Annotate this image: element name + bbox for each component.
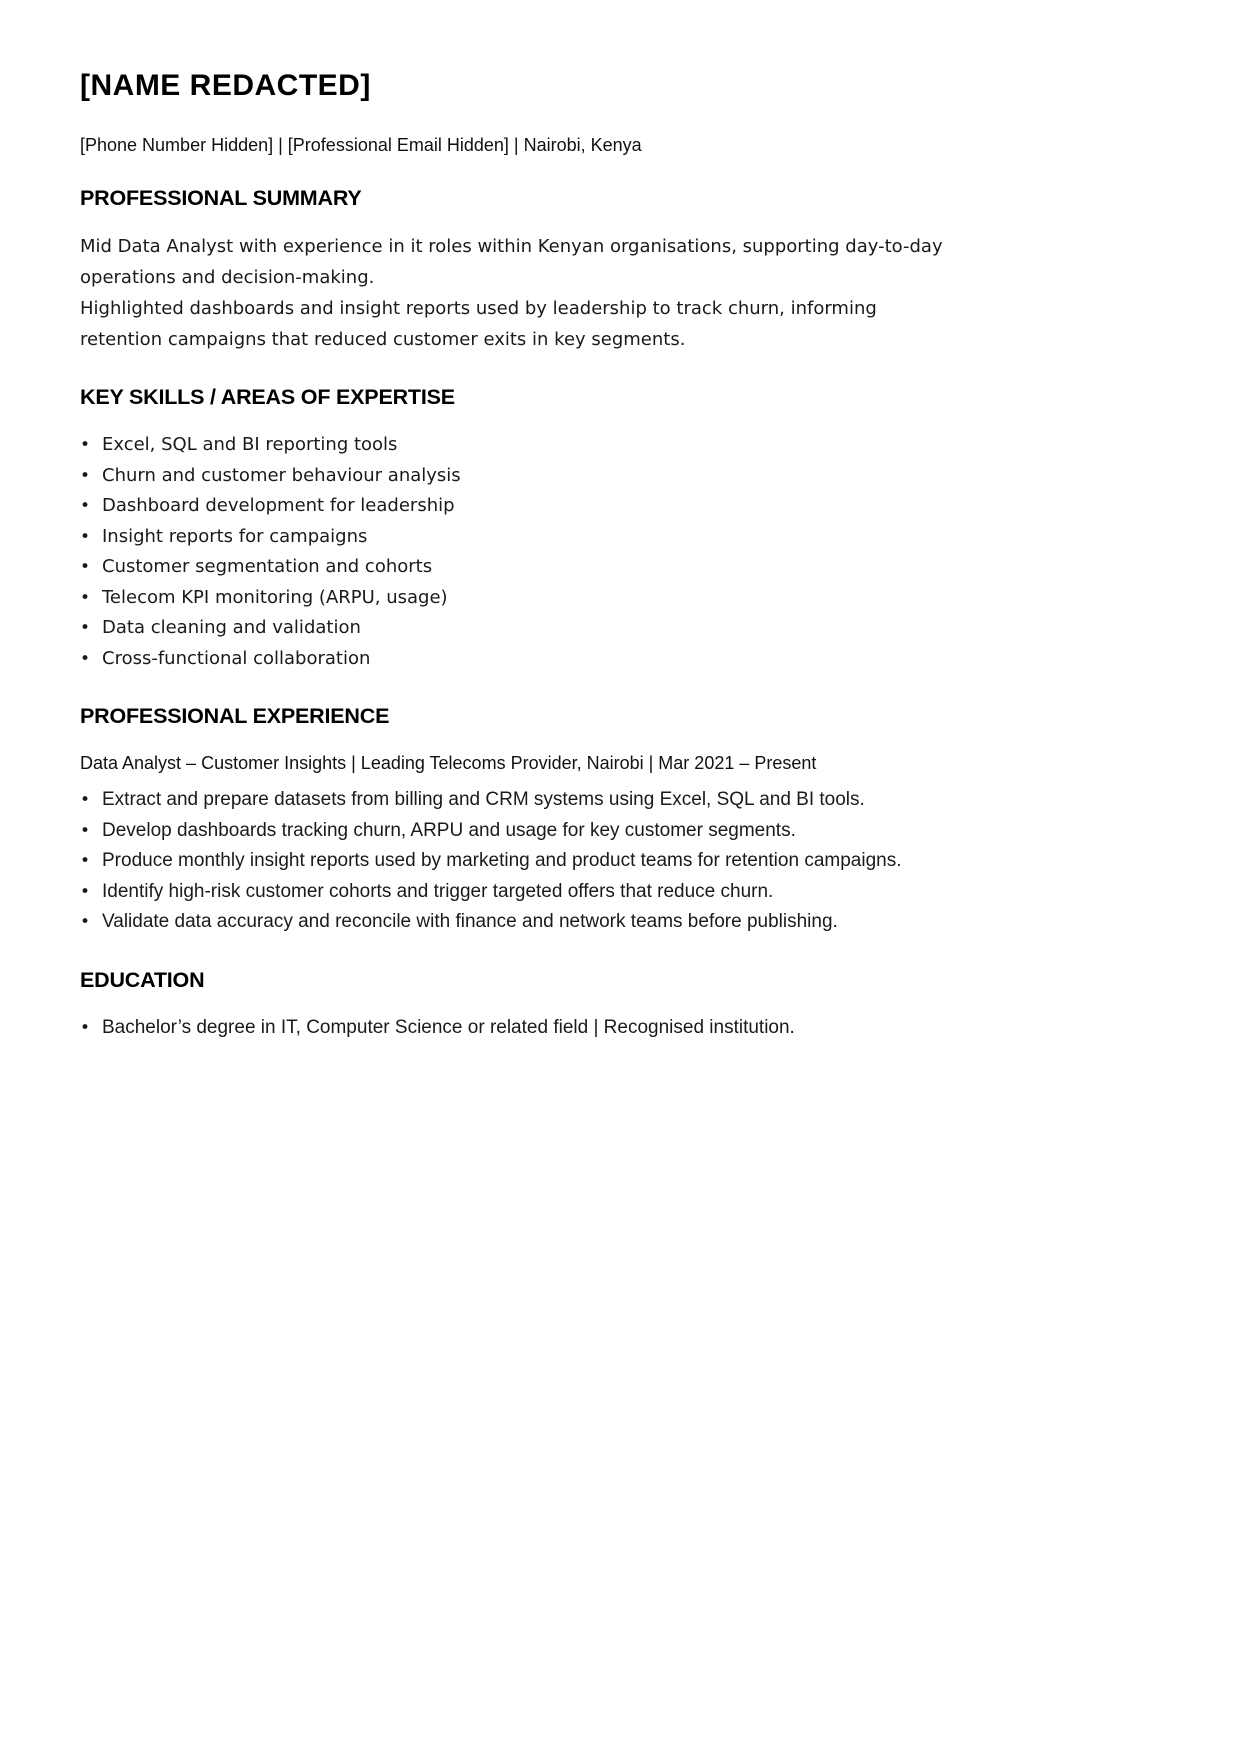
list-item: [80, 1013, 1160, 1044]
skill-item-label: Customer segmentation and cohorts: [102, 556, 433, 577]
list-item: [80, 877, 1160, 908]
skill-item-label: Telecom KPI monitoring (ARPU, usage): [102, 586, 448, 608]
bullet-marker: •: [80, 1017, 91, 1038]
section-professional-summary: [80, 185, 1160, 355]
experience-bullet-list: [80, 785, 1160, 938]
list-item: [80, 522, 1160, 553]
bullet-marker: •: [80, 618, 91, 638]
bullet-marker: •: [80, 790, 91, 810]
skills-list: [80, 430, 1160, 674]
education-heading: EDUCATION: [80, 967, 205, 992]
experience-bullet-text: Validate data accuracy and reconcile with finance and network teams before publishing.: [102, 911, 838, 932]
bullet-marker: •: [80, 851, 91, 871]
section-education: [80, 967, 1160, 1044]
bullet-marker: •: [80, 526, 91, 547]
education-item-text: Bachelor’s degree in IT, Computer Science or related field | Recognised institution.: [102, 1016, 795, 1038]
list-item: [80, 583, 1160, 614]
list-item: [80, 644, 1160, 675]
summary-text-line: Highlighted dashboards and insight reports used by leadership to track churn, informing: [80, 298, 877, 319]
education-list: [80, 1013, 1160, 1044]
skill-item-label: Churn and customer behaviour analysis: [102, 464, 461, 486]
bullet-marker: •: [80, 587, 91, 608]
bullet-marker: •: [80, 435, 91, 455]
experience-bullet-text: Extract and prepare datasets from billing and CRM systems using Excel, SQL and BI tools.: [102, 789, 865, 810]
experience-bullet-text: Develop dashboards tracking churn, ARPU and usage for key customer segments.: [102, 819, 796, 841]
bullet-marker: •: [80, 820, 91, 841]
section-key-skills: [80, 384, 1160, 674]
summary-text-line: operations and decision-making.: [80, 267, 375, 288]
bullet-marker: •: [80, 648, 91, 669]
contact-line: [Phone Number Hidden] | [Professional Email Hidden] | Nairobi, Kenya: [80, 135, 642, 155]
bullet-marker: •: [80, 496, 91, 516]
list-item: [80, 816, 1160, 847]
candidate-name: [NAME REDACTED]: [80, 69, 371, 102]
bullet-marker: •: [80, 881, 91, 902]
summary-text-line: retention campaigns that reduced customer exits in key segments.: [80, 329, 686, 350]
experience-role-line: Data Analyst – Customer Insights | Leading Telecoms Provider, Nairobi | Mar 2021 – Present: [80, 753, 817, 773]
list-item: [80, 785, 1160, 816]
bullet-marker: •: [80, 557, 91, 577]
skill-item-label: Cross-functional collaboration: [102, 647, 371, 669]
skill-item-label: Dashboard development for leadership: [102, 495, 455, 516]
bullet-marker: •: [80, 912, 91, 932]
list-item: [80, 461, 1160, 492]
list-item: [80, 907, 1160, 938]
experience-bullet-text: Produce monthly insight reports used by marketing and product teams for retention campaigns.: [102, 850, 902, 871]
summary-heading: PROFESSIONAL SUMMARY: [80, 186, 362, 210]
experience-heading: PROFESSIONAL EXPERIENCE: [80, 704, 390, 728]
list-item: [80, 846, 1160, 877]
section-professional-experience: [80, 703, 1160, 938]
list-item: [80, 491, 1160, 522]
skill-item-label: Data cleaning and validation: [102, 617, 361, 638]
list-item: [80, 613, 1160, 644]
skills-heading: KEY SKILLS / AREAS OF EXPERTISE: [80, 385, 455, 409]
list-item: [80, 552, 1160, 583]
bullet-marker: •: [80, 465, 91, 486]
summary-text-line: Mid Data Analyst with experience in it roles within Kenyan organisations, supporting day-to-day: [80, 236, 943, 257]
skill-item-label: Insight reports for campaigns: [102, 525, 368, 547]
list-item: [80, 430, 1160, 461]
experience-bullet-text: Identify high-risk customer cohorts and trigger targeted offers that reduce churn.: [102, 880, 774, 902]
skill-item-label: Excel, SQL and BI reporting tools: [102, 434, 398, 455]
